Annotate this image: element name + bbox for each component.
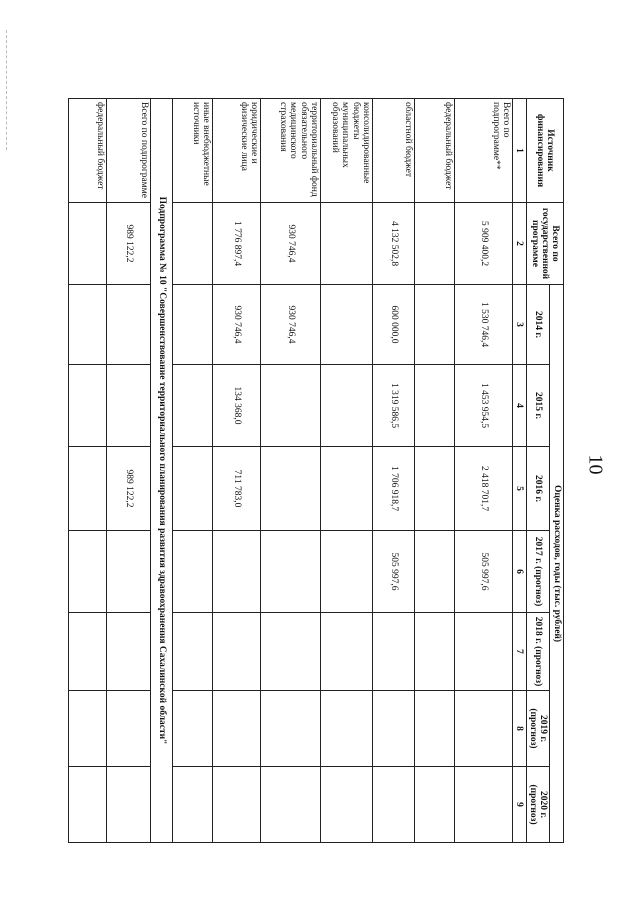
table-row	[107, 99, 151, 843]
source-label: Всего по подпрограмме	[107, 99, 151, 203]
value-2015	[321, 365, 373, 447]
table-row	[173, 99, 213, 843]
value-2017	[415, 531, 455, 613]
page-number: 10	[584, 454, 607, 475]
value-2017: 505 997,6	[373, 531, 415, 613]
source-label: территориальный фонд обязательного медицинского страхования	[261, 99, 321, 203]
value-total	[321, 203, 373, 285]
value-2014	[173, 285, 213, 365]
value-2015	[173, 365, 213, 447]
value-2020	[107, 767, 151, 843]
value-2018	[69, 613, 107, 691]
value-2014: 930 746,4	[261, 285, 321, 365]
margin-marks	[6, 30, 9, 150]
index-cell: 1	[513, 99, 527, 203]
header-year: 2017 г. (прогноз)	[526, 531, 550, 613]
value-2019	[321, 691, 373, 767]
value-2020	[69, 767, 107, 843]
table-row	[415, 99, 455, 843]
value-2020	[261, 767, 321, 843]
value-2019	[69, 691, 107, 767]
value-total: 1 776 897,4	[213, 203, 261, 285]
value-2017	[261, 531, 321, 613]
value-2020	[455, 767, 513, 843]
value-2014	[415, 285, 455, 365]
value-2018	[415, 613, 455, 691]
value-2015: 1 319 586,5	[373, 365, 415, 447]
value-2017	[213, 531, 261, 613]
index-cell: 2	[513, 203, 527, 285]
source-label: федеральный бюджет	[415, 99, 455, 203]
subprogram-title: Подпрограмма № 10 "Совершенствование территориального планирования развития здравоохранения Сахалинской области"	[151, 99, 173, 843]
value-2016	[261, 447, 321, 531]
value-2016: 1 706 918,7	[373, 447, 415, 531]
value-2020	[415, 767, 455, 843]
value-2015	[415, 365, 455, 447]
source-label: Всего по подпрограмме**	[455, 99, 513, 203]
table-row	[321, 99, 373, 843]
value-2018	[455, 613, 513, 691]
value-2016	[321, 447, 373, 531]
value-2017	[173, 531, 213, 613]
value-2018	[261, 613, 321, 691]
index-cell: 6	[513, 531, 527, 613]
value-2018	[107, 613, 151, 691]
header-source: Источник финансирования	[526, 99, 563, 203]
value-2019	[213, 691, 261, 767]
value-2018	[321, 613, 373, 691]
value-2018	[373, 613, 415, 691]
header-year: 2020 г. (прогноз)	[526, 767, 550, 843]
value-2014: 930 746,4	[213, 285, 261, 365]
table-stage	[68, 98, 564, 842]
value-2019	[107, 691, 151, 767]
value-total: 4 132 502,8	[373, 203, 415, 285]
value-2016	[173, 447, 213, 531]
value-2016: 2 418 701,7	[455, 447, 513, 531]
value-2015: 1 453 954,5	[455, 365, 513, 447]
source-label: иные внебюджетные источники	[173, 99, 213, 203]
value-total: 989 122,2	[107, 203, 151, 285]
value-2019	[173, 691, 213, 767]
index-cell: 8	[513, 691, 527, 767]
header-estimate: Оценка расходов, годы (тыс. рублей)	[550, 285, 564, 843]
subprogram-row	[151, 99, 173, 843]
table-row	[69, 99, 107, 843]
value-2014	[69, 285, 107, 365]
value-2015	[261, 365, 321, 447]
source-label: областной бюджет	[373, 99, 415, 203]
source-label: консолидированные бюджеты муниципальных образований	[321, 99, 373, 203]
value-2014: 600 000,0	[373, 285, 415, 365]
source-label: федеральный бюджет	[69, 99, 107, 203]
table-row	[373, 99, 415, 843]
value-2014	[321, 285, 373, 365]
value-2016: 711 783,0	[213, 447, 261, 531]
value-2019	[373, 691, 415, 767]
value-2015	[107, 365, 151, 447]
header-row-1	[550, 99, 564, 843]
index-cell: 7	[513, 613, 527, 691]
table-row	[455, 99, 513, 843]
table-row	[261, 99, 321, 843]
header-year: 2016 г.	[526, 447, 550, 531]
index-cell: 5	[513, 447, 527, 531]
value-2020	[373, 767, 415, 843]
value-2015	[69, 365, 107, 447]
value-2020	[321, 767, 373, 843]
index-cell: 9	[513, 767, 527, 843]
value-2018	[173, 613, 213, 691]
value-2018	[213, 613, 261, 691]
value-total	[415, 203, 455, 285]
header-year: 2018 г. (прогноз)	[526, 613, 550, 691]
value-total: 930 746,4	[261, 203, 321, 285]
value-2019	[415, 691, 455, 767]
value-total	[173, 203, 213, 285]
value-total: 5 909 400,2	[455, 203, 513, 285]
table-row	[213, 99, 261, 843]
index-cell: 3	[513, 285, 527, 365]
value-2019	[455, 691, 513, 767]
value-2016	[69, 447, 107, 531]
value-total	[69, 203, 107, 285]
index-row	[513, 99, 527, 843]
header-year: 2015 г.	[526, 365, 550, 447]
value-2020	[213, 767, 261, 843]
value-2019	[261, 691, 321, 767]
value-2020	[173, 767, 213, 843]
header-year: 2014 г.	[526, 285, 550, 365]
value-2015: 134 368,0	[213, 365, 261, 447]
value-2017	[321, 531, 373, 613]
value-2014: 1 530 746,4	[455, 285, 513, 365]
value-2014	[107, 285, 151, 365]
value-2017	[107, 531, 151, 613]
header-total: Всего по государственной программе	[526, 203, 563, 285]
header-year: 2019 г. (прогноз)	[526, 691, 550, 767]
value-2016: 989 122,2	[107, 447, 151, 531]
financing-table	[68, 98, 564, 843]
index-cell: 4	[513, 365, 527, 447]
value-2016	[415, 447, 455, 531]
value-2017: 505 997,6	[455, 531, 513, 613]
value-2017	[69, 531, 107, 613]
source-label: юридические и физические лица	[213, 99, 261, 203]
